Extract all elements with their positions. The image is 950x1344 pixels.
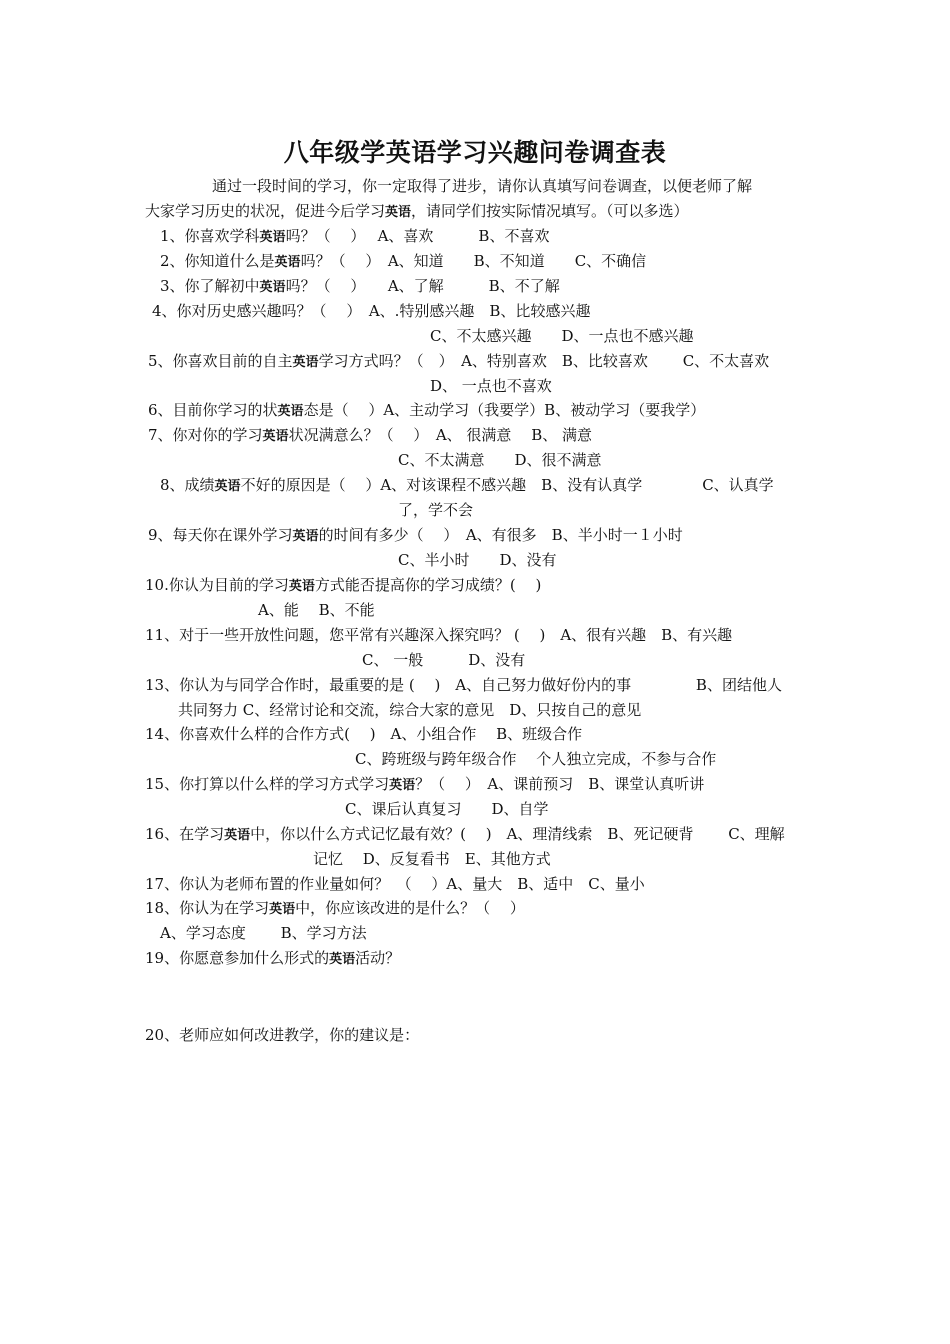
bold-term: 英语 [329,952,356,967]
line-text: 3、你了解初中 [160,277,260,295]
line-text: 16、在学习 [145,825,225,843]
line-text: 活动？ [355,949,401,967]
text-line [145,575,541,597]
line-text: 1、你喜欢学科 [160,227,260,245]
line-text: 学习方式吗？（ ） A、特别喜欢 B、比较喜欢 C、不太喜欢 [318,352,770,370]
bold-term: 英语 [385,205,412,220]
line-text: ，请同学们按实际情况填写。（可以多选） [411,202,689,220]
text-line [398,450,602,470]
text-line [345,799,549,819]
bold-term: 英语 [288,579,315,594]
line-text: 17、你认为老师布置的作业量如何？ （ ）A、量大 B、适中 C、量小 [145,875,645,893]
line-text: 吗？（ ） A、喜欢 B、不喜欢 [285,227,550,245]
bold-term: 英语 [269,902,296,917]
line-text: ？（ ） A、课前预习 B、课堂认真听讲 [415,775,705,793]
line-text: 不好的原因是（ ）A、对该课程不感兴趣 B、没有认真学 C、认真学 [240,476,774,494]
text-line [148,525,683,547]
text-line [160,251,646,273]
text-line [145,625,732,645]
line-text: 吗？（ ） A、知道 B、不知道 C、不确信 [300,252,647,270]
text-line [145,824,785,846]
text-line [398,500,473,520]
text-line [212,176,752,196]
text-line [362,650,525,670]
line-text: 9、每天你在课外学习 [148,526,293,544]
text-line [160,226,549,248]
line-text: 15、你打算以什么样的学习方式学习 [145,775,390,793]
text-line [178,700,641,720]
text-line [313,849,551,869]
bold-term: 英语 [214,479,241,494]
text-line [145,948,400,970]
text-line [355,749,716,769]
line-text: 13、你认为与同学合作时，最重要的是 ( ) A、自己努力做好份内的事 B、团结他人 [145,676,782,694]
line-text: 8、成绩 [160,476,215,494]
text-line [398,550,557,570]
bold-term: 英语 [292,529,319,544]
line-text: A、能 B、不能 [258,601,375,619]
text-line [148,425,592,447]
bold-term: 英语 [274,255,301,270]
text-line [145,201,689,223]
line-text: C、不太满意 D、很不满意 [398,451,602,469]
text-line [145,874,645,894]
text-line [258,600,375,620]
line-text: 4、你对历史感兴趣吗？（ ） A、.特别感兴趣 B、比较感兴趣 [152,302,591,320]
line-text: 记忆 D、反复看书 E、其他方式 [313,850,551,868]
line-text: 18、你认为在学习 [145,899,270,917]
line-text: 5、你喜欢目前的自主 [148,352,293,370]
bold-term: 英语 [389,778,416,793]
text-line [145,1025,419,1045]
text-line [148,351,769,373]
bold-term: 英语 [224,828,251,843]
bold-term: 英语 [262,429,289,444]
line-text: 7、你对你的学习 [148,426,263,444]
line-text: 中，你以什么方式记忆最有效？( ) A、理清线索 B、死记硬背 C、理解 [250,825,785,843]
line-text: 中，你应该改进的是什么？（ ） [295,899,525,917]
line-text: 了，学不会 [398,501,474,519]
text-line [160,475,774,497]
line-text: 11、对于一些开放性问题，您平常有兴趣深入探究吗？ ( ) A、很有兴趣 B、有兴趣 [145,626,733,644]
line-text: 大家学习历史的状况，促进今后学习 [145,202,386,220]
line-text: 20、老师应如何改进教学，你的建议是： [145,1026,420,1044]
line-text: 状况满意么？（ ） A、 很满意 B、 满意 [288,426,592,444]
line-text: D、 一点也不喜欢 [430,377,552,395]
line-text: 的时间有多少（ ） A、有很多 B、半小时一１小时 [318,526,683,544]
line-text: 态是（ ）A、主动学习（我要学）B、被动学习（要我学） [303,401,706,419]
text-line [145,774,704,796]
line-text: 2、你知道什么是 [160,252,275,270]
line-text: A、学习态度 B、学习方法 [160,924,367,942]
line-text: 通过一段时间的学习，你一定取得了进步，请你认真填写问卷调查，以便老师了解 [212,177,753,195]
line-text: 吗？（ ） A、了解 B、不了解 [285,277,560,295]
text-line [430,326,694,346]
text-line [145,898,525,920]
line-text: 19、你愿意参加什么形式的 [145,949,330,967]
line-text: 6、目前你学习的状 [148,401,278,419]
page-title: 八年级学英语学习兴趣问卷调查表 [283,138,667,167]
text-line [430,376,552,396]
text-line [145,724,582,744]
text-line [152,301,590,321]
bold-term: 英语 [259,280,286,295]
line-text: C、 一般 D、没有 [362,651,526,669]
line-text: 共同努力 C、经常讨论和交流，综合大家的意见 D、只按自己的意见 [178,701,642,719]
line-text: C、课后认真复习 D、自学 [345,800,549,818]
text-line [145,675,782,695]
line-text: 方式能否提高你的学习成绩？( ) [314,576,542,594]
line-text: C、跨班级与跨年级合作 个人独立完成，不参与合作 [355,750,717,768]
text-line [160,923,367,943]
bold-term: 英语 [277,404,304,419]
text-line [148,400,705,422]
bold-term: 英语 [259,230,286,245]
bold-term: 英语 [292,355,319,370]
line-text: C、半小时 D、没有 [398,551,557,569]
line-text: C、不太感兴趣 D、一点也不感兴趣 [430,327,694,345]
line-text: 14、你喜欢什么样的合作方式( ) A、小组合作 B、班级合作 [145,725,583,743]
line-text: 10.你认为目前的学习 [145,576,289,594]
text-line [160,276,560,298]
